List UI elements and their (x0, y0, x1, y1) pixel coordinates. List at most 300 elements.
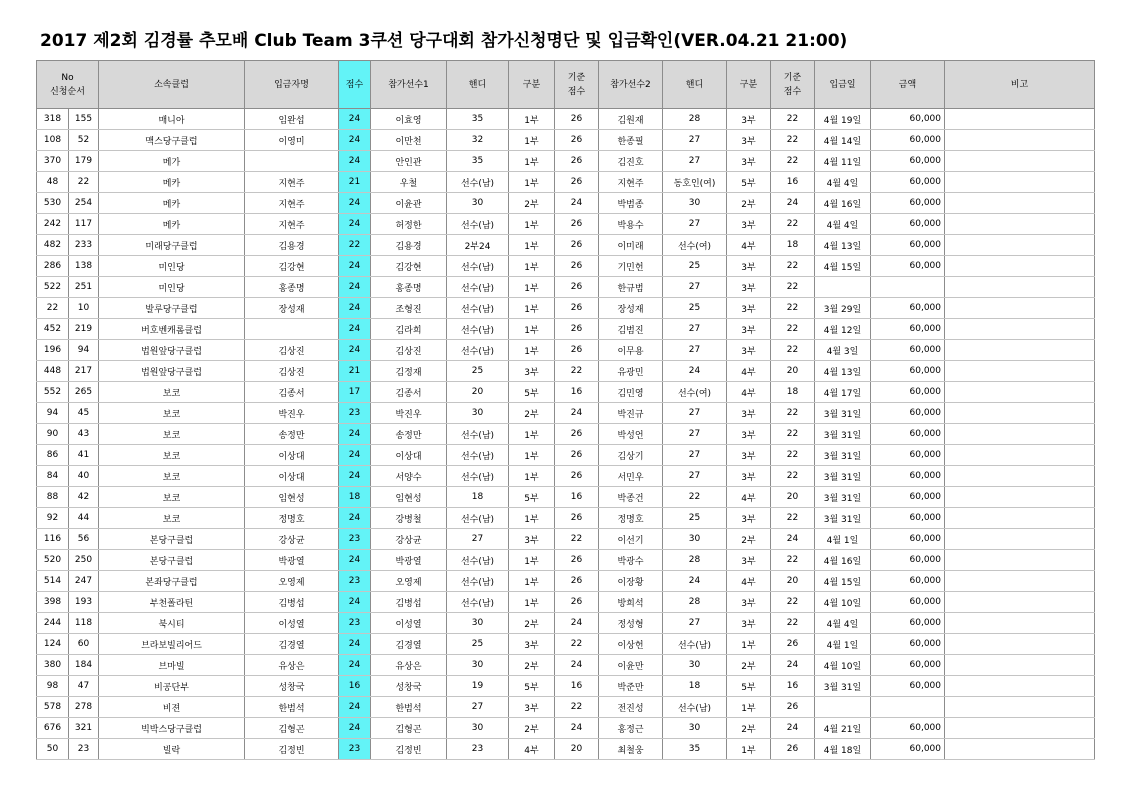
handicap1-cell: 선수(남) (447, 172, 509, 193)
handicap2-cell: 28 (663, 592, 727, 613)
handicap1-cell: 30 (447, 655, 509, 676)
header-amount: 금액 (871, 61, 945, 109)
note-cell (945, 130, 1095, 151)
handicap2-cell: 27 (663, 445, 727, 466)
division2-cell: 4부 (727, 571, 771, 592)
note-cell (945, 193, 1095, 214)
player1-cell: 한범석 (371, 697, 447, 718)
handicap2-cell: 27 (663, 130, 727, 151)
depositor-cell: 김강현 (245, 256, 339, 277)
order-cell: 44 (69, 508, 99, 529)
base-score1-cell: 16 (555, 676, 599, 697)
handicap1-cell: 35 (447, 109, 509, 130)
no-cell: 92 (37, 508, 69, 529)
table-row (37, 445, 1095, 466)
order-cell: 217 (69, 361, 99, 382)
score-cell: 24 (339, 655, 371, 676)
table-row (37, 550, 1095, 571)
header-base2-line1: 기준 (783, 72, 802, 83)
depositor-cell (245, 151, 339, 172)
player2-cell: 이장황 (599, 571, 663, 592)
note-cell (945, 550, 1095, 571)
division2-cell: 3부 (727, 592, 771, 613)
depositor-cell: 김병섭 (245, 592, 339, 613)
no-cell: 520 (37, 550, 69, 571)
player2-cell: 박준만 (599, 676, 663, 697)
note-cell (945, 613, 1095, 634)
club-cell: 미인당 (99, 256, 245, 277)
division1-cell: 1부 (509, 151, 555, 172)
player1-cell: 강병철 (371, 508, 447, 529)
deposit-date-cell: 4월 11일 (815, 151, 871, 172)
order-cell: 254 (69, 193, 99, 214)
note-cell (945, 676, 1095, 697)
division2-cell: 3부 (727, 130, 771, 151)
table-row (37, 676, 1095, 697)
base-score1-cell: 26 (555, 256, 599, 277)
base-score1-cell: 24 (555, 403, 599, 424)
handicap1-cell: 25 (447, 361, 509, 382)
note-cell (945, 109, 1095, 130)
amount-cell: 60,000 (871, 592, 945, 613)
base-score2-cell: 22 (771, 445, 815, 466)
amount-cell: 60,000 (871, 172, 945, 193)
amount-cell: 60,000 (871, 424, 945, 445)
score-cell: 24 (339, 718, 371, 739)
base-score1-cell: 24 (555, 655, 599, 676)
division1-cell: 5부 (509, 676, 555, 697)
score-cell: 24 (339, 109, 371, 130)
handicap1-cell: 선수(남) (447, 298, 509, 319)
score-cell: 24 (339, 550, 371, 571)
no-cell: 98 (37, 676, 69, 697)
handicap1-cell: 선수(남) (447, 214, 509, 235)
club-cell: 보코 (99, 445, 245, 466)
order-cell: 321 (69, 718, 99, 739)
player2-cell: 지현주 (599, 172, 663, 193)
base-score2-cell: 16 (771, 676, 815, 697)
club-cell: 보코 (99, 508, 245, 529)
handicap2-cell: 30 (663, 655, 727, 676)
no-cell: 380 (37, 655, 69, 676)
player2-cell: 김원재 (599, 109, 663, 130)
order-cell: 193 (69, 592, 99, 613)
table-row (37, 382, 1095, 403)
base-score2-cell: 22 (771, 130, 815, 151)
club-cell: 미인당 (99, 277, 245, 298)
base-score2-cell: 22 (771, 466, 815, 487)
score-cell: 21 (339, 172, 371, 193)
handicap2-cell: 24 (663, 361, 727, 382)
no-cell: 86 (37, 445, 69, 466)
division1-cell: 2부 (509, 403, 555, 424)
player1-cell: 김상진 (371, 340, 447, 361)
deposit-date-cell: 4월 15일 (815, 256, 871, 277)
player2-cell: 김상기 (599, 445, 663, 466)
handicap1-cell: 선수(남) (447, 445, 509, 466)
score-cell: 18 (339, 487, 371, 508)
base-score2-cell: 24 (771, 655, 815, 676)
score-cell: 24 (339, 592, 371, 613)
deposit-date-cell: 3월 31일 (815, 445, 871, 466)
note-cell (945, 424, 1095, 445)
score-cell: 24 (339, 634, 371, 655)
player2-cell: 이선기 (599, 529, 663, 550)
amount-cell: 60,000 (871, 718, 945, 739)
handicap1-cell: 18 (447, 487, 509, 508)
order-cell: 118 (69, 613, 99, 634)
no-cell: 88 (37, 487, 69, 508)
order-cell: 56 (69, 529, 99, 550)
note-cell (945, 382, 1095, 403)
player2-cell: 방희석 (599, 592, 663, 613)
table-row (37, 466, 1095, 487)
division2-cell: 5부 (727, 676, 771, 697)
header-club: 소속클럽 (99, 61, 245, 109)
club-cell: 비공단부 (99, 676, 245, 697)
depositor-cell: 김경열 (245, 634, 339, 655)
depositor-cell: 홍종명 (245, 277, 339, 298)
player1-cell: 조형진 (371, 298, 447, 319)
score-cell: 24 (339, 424, 371, 445)
no-cell: 244 (37, 613, 69, 634)
order-cell: 52 (69, 130, 99, 151)
order-cell: 250 (69, 550, 99, 571)
score-cell: 24 (339, 151, 371, 172)
order-cell: 278 (69, 697, 99, 718)
player2-cell: 김민영 (599, 382, 663, 403)
base-score1-cell: 26 (555, 277, 599, 298)
deposit-date-cell: 4월 10일 (815, 655, 871, 676)
header-no-line1: No (61, 72, 74, 83)
no-cell: 530 (37, 193, 69, 214)
division2-cell: 2부 (727, 529, 771, 550)
deposit-date-cell: 3월 31일 (815, 424, 871, 445)
deposit-date-cell (815, 277, 871, 298)
handicap1-cell: 32 (447, 130, 509, 151)
club-cell: 버호벤캐롬클럽 (99, 319, 245, 340)
note-cell (945, 172, 1095, 193)
club-cell: 메가 (99, 151, 245, 172)
division1-cell: 2부 (509, 193, 555, 214)
player1-cell: 김종서 (371, 382, 447, 403)
amount-cell (871, 697, 945, 718)
club-cell: 법원앞당구클럽 (99, 361, 245, 382)
score-cell: 24 (339, 277, 371, 298)
amount-cell: 60,000 (871, 550, 945, 571)
division1-cell: 4부 (509, 739, 555, 760)
amount-cell: 60,000 (871, 130, 945, 151)
player1-cell: 송정만 (371, 424, 447, 445)
division2-cell: 3부 (727, 151, 771, 172)
player2-cell: 김범진 (599, 319, 663, 340)
score-cell: 23 (339, 571, 371, 592)
base-score2-cell: 22 (771, 277, 815, 298)
deposit-date-cell: 3월 31일 (815, 403, 871, 424)
table-row (37, 193, 1095, 214)
division2-cell: 2부 (727, 718, 771, 739)
note-cell (945, 466, 1095, 487)
score-cell: 24 (339, 214, 371, 235)
amount-cell: 60,000 (871, 193, 945, 214)
handicap2-cell: 25 (663, 508, 727, 529)
score-cell: 24 (339, 445, 371, 466)
player1-cell: 성창국 (371, 676, 447, 697)
table-row (37, 130, 1095, 151)
depositor-cell: 지현주 (245, 214, 339, 235)
order-cell: 40 (69, 466, 99, 487)
player2-cell: 이무용 (599, 340, 663, 361)
order-cell: 219 (69, 319, 99, 340)
division1-cell: 1부 (509, 550, 555, 571)
base-score1-cell: 26 (555, 319, 599, 340)
handicap1-cell: 선수(남) (447, 340, 509, 361)
handicap2-cell: 30 (663, 193, 727, 214)
player2-cell: 유광민 (599, 361, 663, 382)
depositor-cell: 김정빈 (245, 739, 339, 760)
base-score1-cell: 26 (555, 298, 599, 319)
depositor-cell (245, 319, 339, 340)
no-cell: 452 (37, 319, 69, 340)
no-cell: 552 (37, 382, 69, 403)
handicap1-cell: 선수(남) (447, 550, 509, 571)
handicap1-cell: 선수(남) (447, 256, 509, 277)
base-score2-cell: 24 (771, 193, 815, 214)
header-base-score1 (555, 61, 599, 109)
handicap2-cell: 27 (663, 214, 727, 235)
division1-cell: 3부 (509, 697, 555, 718)
note-cell (945, 235, 1095, 256)
handicap2-cell: 25 (663, 256, 727, 277)
base-score1-cell: 16 (555, 487, 599, 508)
handicap2-cell: 30 (663, 529, 727, 550)
amount-cell: 60,000 (871, 487, 945, 508)
order-cell: 251 (69, 277, 99, 298)
base-score2-cell: 20 (771, 361, 815, 382)
club-cell: 브라보빌리어드 (99, 634, 245, 655)
division1-cell: 2부 (509, 655, 555, 676)
handicap1-cell: 선수(남) (447, 319, 509, 340)
note-cell (945, 508, 1095, 529)
base-score1-cell: 16 (555, 382, 599, 403)
handicap1-cell: 25 (447, 634, 509, 655)
handicap1-cell: 30 (447, 718, 509, 739)
amount-cell: 60,000 (871, 319, 945, 340)
amount-cell: 60,000 (871, 613, 945, 634)
player1-cell: 허정한 (371, 214, 447, 235)
amount-cell: 60,000 (871, 361, 945, 382)
base-score1-cell: 24 (555, 613, 599, 634)
table-row (37, 319, 1095, 340)
score-cell: 23 (339, 739, 371, 760)
player1-cell: 서양수 (371, 466, 447, 487)
base-score1-cell: 24 (555, 193, 599, 214)
club-cell: 메카 (99, 214, 245, 235)
deposit-date-cell: 4월 1일 (815, 529, 871, 550)
deposit-date-cell: 4월 4일 (815, 214, 871, 235)
player2-cell: 박성언 (599, 424, 663, 445)
base-score1-cell: 22 (555, 634, 599, 655)
table-row (37, 277, 1095, 298)
score-cell: 16 (339, 676, 371, 697)
handicap2-cell: 선수(여) (663, 235, 727, 256)
order-cell: 41 (69, 445, 99, 466)
deposit-date-cell: 4월 1일 (815, 634, 871, 655)
depositor-cell: 박진우 (245, 403, 339, 424)
amount-cell (871, 277, 945, 298)
table-row (37, 718, 1095, 739)
table-row (37, 634, 1095, 655)
division1-cell: 3부 (509, 529, 555, 550)
club-cell: 미래당구클럽 (99, 235, 245, 256)
note-cell (945, 214, 1095, 235)
order-cell: 42 (69, 487, 99, 508)
depositor-cell: 장성재 (245, 298, 339, 319)
club-cell: 법원앞당구클럽 (99, 340, 245, 361)
note-cell (945, 256, 1095, 277)
division2-cell: 3부 (727, 508, 771, 529)
player2-cell: 장성재 (599, 298, 663, 319)
handicap2-cell: 27 (663, 319, 727, 340)
depositor-cell: 김용경 (245, 235, 339, 256)
division2-cell: 3부 (727, 214, 771, 235)
depositor-cell: 임현성 (245, 487, 339, 508)
no-cell: 676 (37, 718, 69, 739)
depositor-cell: 오영제 (245, 571, 339, 592)
header-no-line2: 신청순서 (50, 86, 85, 97)
base-score2-cell: 22 (771, 151, 815, 172)
division2-cell: 3부 (727, 550, 771, 571)
base-score2-cell: 18 (771, 382, 815, 403)
order-cell: 45 (69, 403, 99, 424)
score-cell: 22 (339, 235, 371, 256)
division1-cell: 1부 (509, 445, 555, 466)
division1-cell: 1부 (509, 424, 555, 445)
note-cell (945, 340, 1095, 361)
player2-cell: 최철웅 (599, 739, 663, 760)
order-cell: 233 (69, 235, 99, 256)
table-row (37, 340, 1095, 361)
base-score2-cell: 22 (771, 298, 815, 319)
score-cell: 23 (339, 613, 371, 634)
amount-cell: 60,000 (871, 235, 945, 256)
deposit-date-cell: 4월 17일 (815, 382, 871, 403)
depositor-cell: 한범석 (245, 697, 339, 718)
table-row (37, 403, 1095, 424)
header-score: 점수 (339, 61, 371, 109)
player1-cell: 김강현 (371, 256, 447, 277)
header-division1: 구분 (509, 61, 555, 109)
no-cell: 124 (37, 634, 69, 655)
player2-cell: 김진호 (599, 151, 663, 172)
document-title: 2017 제2회 김경률 추모배 Club Team 3쿠션 당구대회 참가신청명단 및 입금확인(VER.04.21 21:00) (40, 31, 848, 51)
base-score2-cell: 24 (771, 529, 815, 550)
no-cell: 90 (37, 424, 69, 445)
order-cell: 155 (69, 109, 99, 130)
player2-cell: 박종건 (599, 487, 663, 508)
base-score1-cell: 26 (555, 235, 599, 256)
base-score1-cell: 22 (555, 529, 599, 550)
no-cell: 84 (37, 466, 69, 487)
player1-cell: 김라희 (371, 319, 447, 340)
handicap2-cell: 22 (663, 487, 727, 508)
division1-cell: 1부 (509, 298, 555, 319)
division1-cell: 3부 (509, 634, 555, 655)
player2-cell: 이윤만 (599, 655, 663, 676)
base-score1-cell: 26 (555, 571, 599, 592)
depositor-cell: 김종서 (245, 382, 339, 403)
order-cell: 47 (69, 676, 99, 697)
deposit-date-cell: 4월 16일 (815, 550, 871, 571)
table-row (37, 487, 1095, 508)
no-cell: 22 (37, 298, 69, 319)
division2-cell: 1부 (727, 739, 771, 760)
no-cell: 196 (37, 340, 69, 361)
base-score1-cell: 26 (555, 172, 599, 193)
score-cell: 17 (339, 382, 371, 403)
handicap1-cell: 27 (447, 697, 509, 718)
note-cell (945, 739, 1095, 760)
deposit-date-cell: 4월 4일 (815, 172, 871, 193)
deposit-date-cell: 4월 16일 (815, 193, 871, 214)
amount-cell: 60,000 (871, 382, 945, 403)
no-cell: 482 (37, 235, 69, 256)
handicap1-cell: 선수(남) (447, 424, 509, 445)
table-row (37, 151, 1095, 172)
player1-cell: 이성열 (371, 613, 447, 634)
score-cell: 24 (339, 130, 371, 151)
deposit-date-cell: 4월 12일 (815, 319, 871, 340)
header-no (37, 61, 99, 109)
header-player1: 참가선수1 (371, 61, 447, 109)
deposit-date-cell: 4월 15일 (815, 571, 871, 592)
depositor-cell: 이상대 (245, 445, 339, 466)
player1-cell: 이만천 (371, 130, 447, 151)
depositor-cell: 지현주 (245, 172, 339, 193)
handicap1-cell: 35 (447, 151, 509, 172)
order-cell: 184 (69, 655, 99, 676)
player2-cell: 전진성 (599, 697, 663, 718)
club-cell: 보코 (99, 424, 245, 445)
handicap2-cell: 28 (663, 550, 727, 571)
club-cell: 발루당구클럽 (99, 298, 245, 319)
base-score1-cell: 26 (555, 466, 599, 487)
note-cell (945, 697, 1095, 718)
base-score2-cell: 22 (771, 424, 815, 445)
base-score2-cell: 26 (771, 634, 815, 655)
division2-cell: 2부 (727, 193, 771, 214)
base-score2-cell: 22 (771, 256, 815, 277)
order-cell: 23 (69, 739, 99, 760)
player1-cell: 김용경 (371, 235, 447, 256)
deposit-date-cell: 4월 3일 (815, 340, 871, 361)
deposit-date-cell (815, 697, 871, 718)
base-score2-cell: 26 (771, 697, 815, 718)
deposit-date-cell: 4월 19일 (815, 109, 871, 130)
depositor-cell: 지현주 (245, 193, 339, 214)
player1-cell: 안인관 (371, 151, 447, 172)
division1-cell: 1부 (509, 256, 555, 277)
header-player2: 참가선수2 (599, 61, 663, 109)
club-cell: 본좌당구클럽 (99, 571, 245, 592)
handicap1-cell: 30 (447, 193, 509, 214)
amount-cell: 60,000 (871, 655, 945, 676)
order-cell: 60 (69, 634, 99, 655)
player2-cell: 서민우 (599, 466, 663, 487)
player1-cell: 우철 (371, 172, 447, 193)
no-cell: 370 (37, 151, 69, 172)
no-cell: 318 (37, 109, 69, 130)
